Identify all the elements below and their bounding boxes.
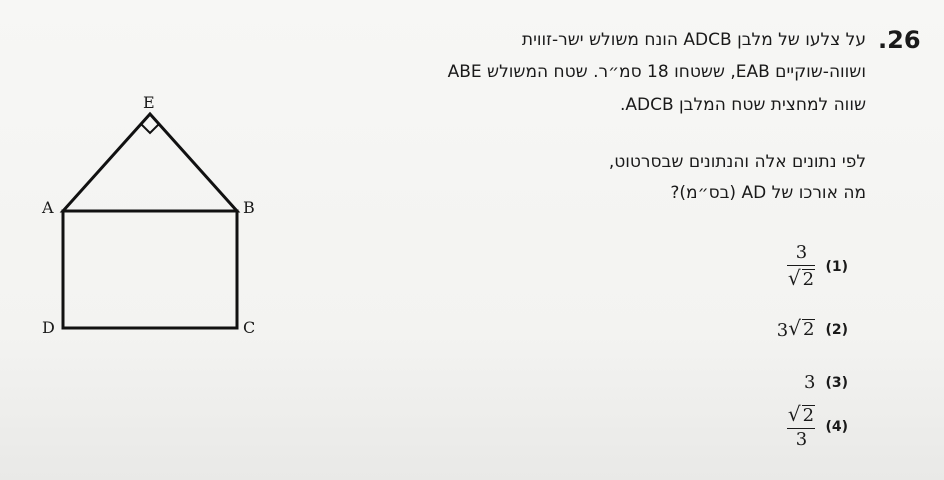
triangle-ABE: [63, 114, 237, 211]
label-B: B: [243, 198, 255, 217]
option-3[interactable]: [804, 372, 848, 393]
option-4-label: (4): [825, 419, 848, 436]
question-line-3: שווה למחצית שטח המלבן ADCB.: [619, 95, 866, 115]
option-2[interactable]: [777, 318, 848, 341]
question-line-4: לפי נתונים אלה והנתונים שבסרטוט,: [608, 152, 866, 172]
question-line-1: על צלעו של מלבן ADCB הונח משולש ישר-זווית: [521, 30, 866, 50]
option-1[interactable]: [787, 244, 848, 290]
right-angle-mark: [141, 124, 159, 133]
option-1-label: (1): [825, 259, 848, 276]
option-2-label: (2): [825, 321, 848, 338]
option-3-label: (3): [825, 374, 848, 391]
label-C: C: [243, 318, 256, 337]
rectangle-ADCB: [63, 211, 237, 328]
label-A: A: [42, 198, 54, 217]
label-E: E: [143, 93, 155, 112]
option-4-value: √ 2 3: [787, 402, 815, 451]
question-line-5: מה אורכו של AD (בס״מ)?: [670, 183, 866, 203]
question-number: .26: [878, 26, 921, 54]
label-D: D: [42, 318, 55, 337]
option-3-value: 3: [804, 372, 816, 393]
option-1-value: 3 √ 2: [787, 242, 815, 291]
question-line-2: ושווה-שוקיים EAB, ששטחו 18 סמ״ר. שטח המשולש ABE: [447, 62, 866, 82]
option-2-value: 3 √ 2: [776, 316, 815, 341]
option-4[interactable]: [787, 404, 848, 450]
